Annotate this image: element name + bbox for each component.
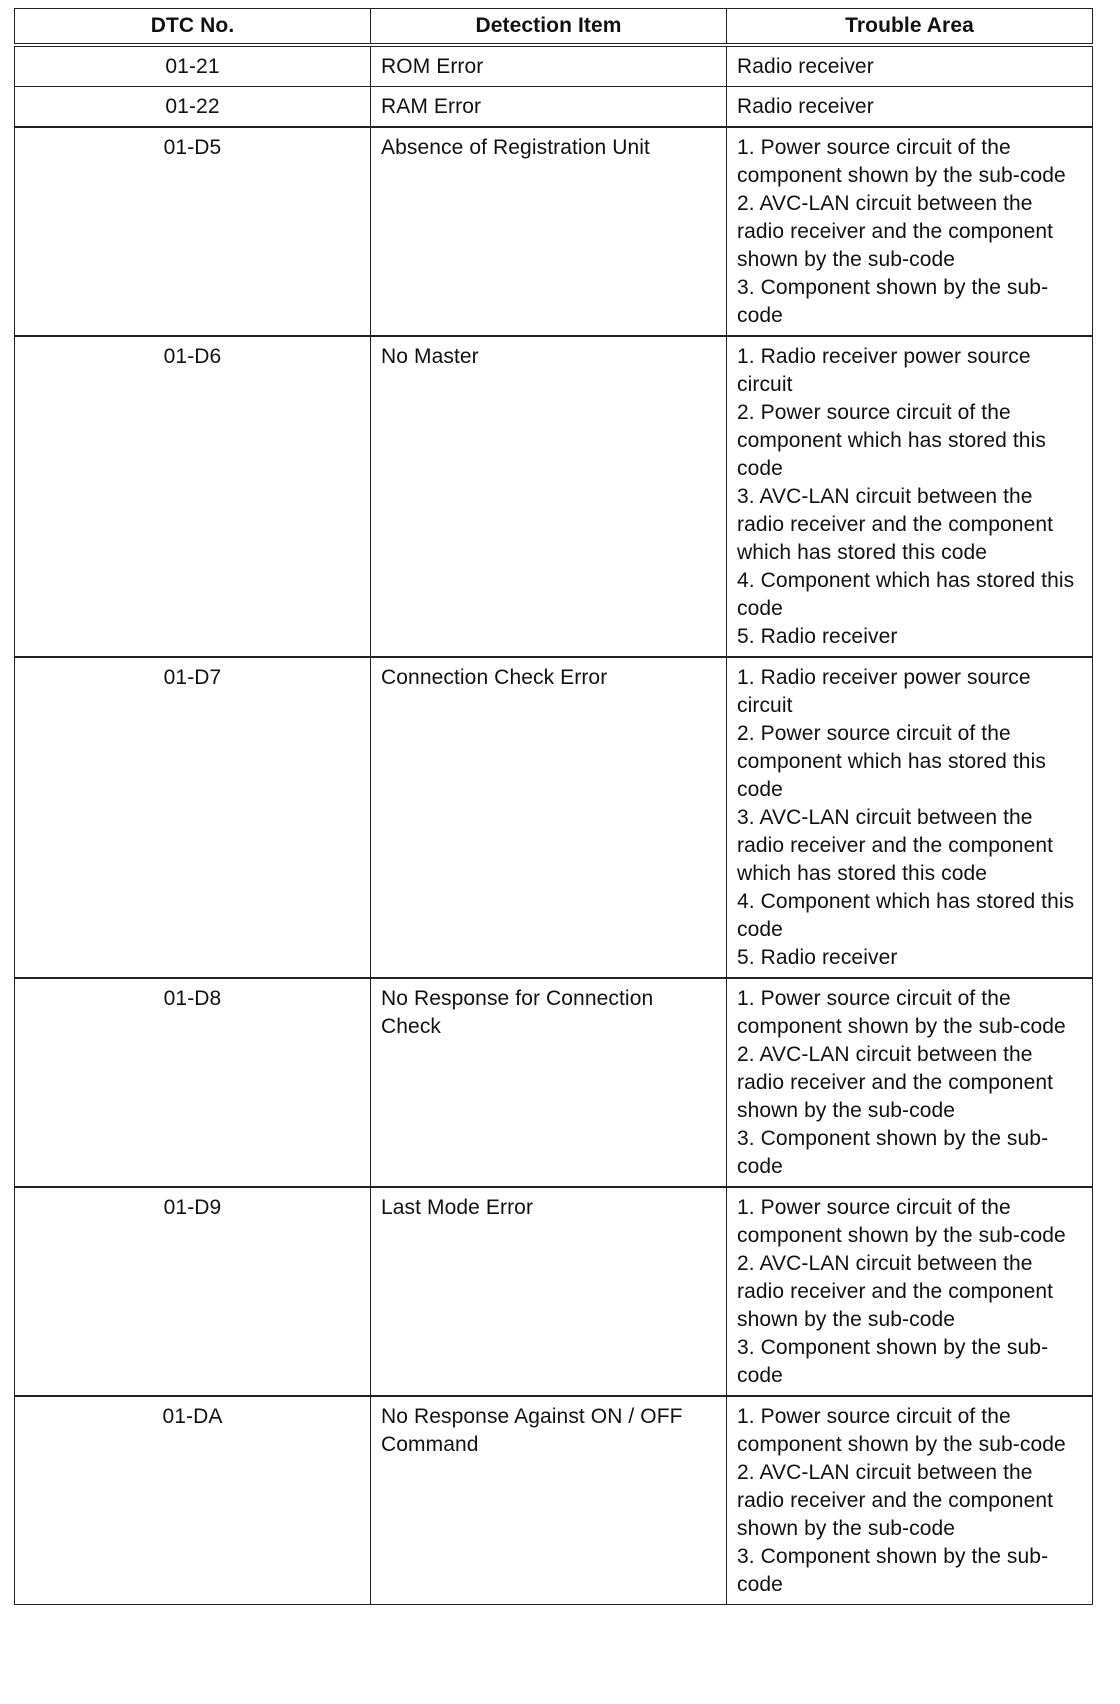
- table-row: [15, 336, 1093, 657]
- dtc-code-cell: 01-D6: [15, 336, 371, 657]
- detection-item-cell: RAM Error: [371, 87, 727, 128]
- trouble-area-line: 2. AVC-LAN circuit between the radio receiver and the component shown by the sub-code: [737, 1461, 1054, 1540]
- table-row: [15, 1187, 1093, 1396]
- header-detection-item: Detection Item: [371, 9, 727, 46]
- detection-item-cell: ROM Error: [371, 45, 727, 87]
- table-row: [15, 45, 1093, 87]
- table-header-row: [15, 9, 1093, 46]
- table-row: [15, 1396, 1093, 1605]
- detection-item-cell: No Response Against ON / OFF Command: [371, 1396, 727, 1605]
- trouble-area-line: 5. Radio receiver: [737, 625, 898, 648]
- trouble-area-cell: [727, 657, 1093, 978]
- trouble-area-line: 4. Component which has stored this code: [737, 569, 1075, 620]
- dtc-code-cell: 01-21: [15, 45, 371, 87]
- trouble-area-line: 5. Radio receiver: [737, 946, 898, 969]
- detection-item-cell: No Master: [371, 336, 727, 657]
- header-dtc-no: DTC No.: [15, 9, 371, 46]
- detection-item-cell: Absence of Registration Unit: [371, 127, 727, 336]
- trouble-area-line: Radio receiver: [737, 55, 874, 78]
- trouble-area-cell: [727, 127, 1093, 336]
- table-row: [15, 978, 1093, 1187]
- trouble-area-line: Radio receiver: [737, 95, 874, 118]
- trouble-area-line: 2. AVC-LAN circuit between the radio receiver and the component shown by the sub-code: [737, 1252, 1054, 1331]
- trouble-area-line: 1. Power source circuit of the component shown by the sub-code: [737, 136, 1066, 187]
- trouble-area-line: 1. Power source circuit of the component shown by the sub-code: [737, 1405, 1066, 1456]
- trouble-area-line: 1. Power source circuit of the component shown by the sub-code: [737, 987, 1066, 1038]
- trouble-area-line: 2. AVC-LAN circuit between the radio receiver and the component shown by the sub-code: [737, 1043, 1054, 1122]
- trouble-area-line: 2. Power source circuit of the component which has stored this code: [737, 401, 1046, 480]
- dtc-code-cell: 01-D9: [15, 1187, 371, 1396]
- trouble-area-cell: [727, 87, 1093, 128]
- header-trouble-area: Trouble Area: [727, 9, 1093, 46]
- trouble-area-line: 3. Component shown by the sub-code: [737, 276, 1049, 327]
- trouble-area-line: 2. Power source circuit of the component which has stored this code: [737, 722, 1046, 801]
- dtc-code-cell: 01-DA: [15, 1396, 371, 1605]
- table-row: [15, 657, 1093, 978]
- dtc-code-cell: 01-22: [15, 87, 371, 128]
- dtc-code-cell: 01-D5: [15, 127, 371, 336]
- trouble-area-line: 1. Power source circuit of the component shown by the sub-code: [737, 1196, 1066, 1247]
- trouble-area-line: 3. AVC-LAN circuit between the radio receiver and the component which has stored this code: [737, 806, 1054, 885]
- trouble-area-line: 2. AVC-LAN circuit between the radio receiver and the component shown by the sub-code: [737, 192, 1054, 271]
- trouble-area-cell: [727, 978, 1093, 1187]
- table-row: [15, 127, 1093, 336]
- trouble-area-line: 3. Component shown by the sub-code: [737, 1336, 1049, 1387]
- detection-item-cell: No Response for Connection Check: [371, 978, 727, 1187]
- document-page: [14, 8, 1092, 1605]
- detection-item-cell: Connection Check Error: [371, 657, 727, 978]
- trouble-area-cell: [727, 45, 1093, 87]
- trouble-area-cell: [727, 1187, 1093, 1396]
- trouble-area-line: 3. Component shown by the sub-code: [737, 1127, 1049, 1178]
- dtc-code-cell: 01-D7: [15, 657, 371, 978]
- trouble-area-cell: [727, 1396, 1093, 1605]
- trouble-area-line: 4. Component which has stored this code: [737, 890, 1075, 941]
- table-body: [15, 45, 1093, 1605]
- detection-item-cell: Last Mode Error: [371, 1187, 727, 1396]
- trouble-area-line: 1. Radio receiver power source circuit: [737, 666, 1031, 717]
- dtc-table: [14, 8, 1093, 1605]
- table-row: [15, 87, 1093, 128]
- trouble-area-cell: [727, 336, 1093, 657]
- trouble-area-line: 1. Radio receiver power source circuit: [737, 345, 1031, 396]
- trouble-area-line: 3. Component shown by the sub-code: [737, 1545, 1049, 1596]
- dtc-code-cell: 01-D8: [15, 978, 371, 1187]
- trouble-area-line: 3. AVC-LAN circuit between the radio receiver and the component which has stored this code: [737, 485, 1054, 564]
